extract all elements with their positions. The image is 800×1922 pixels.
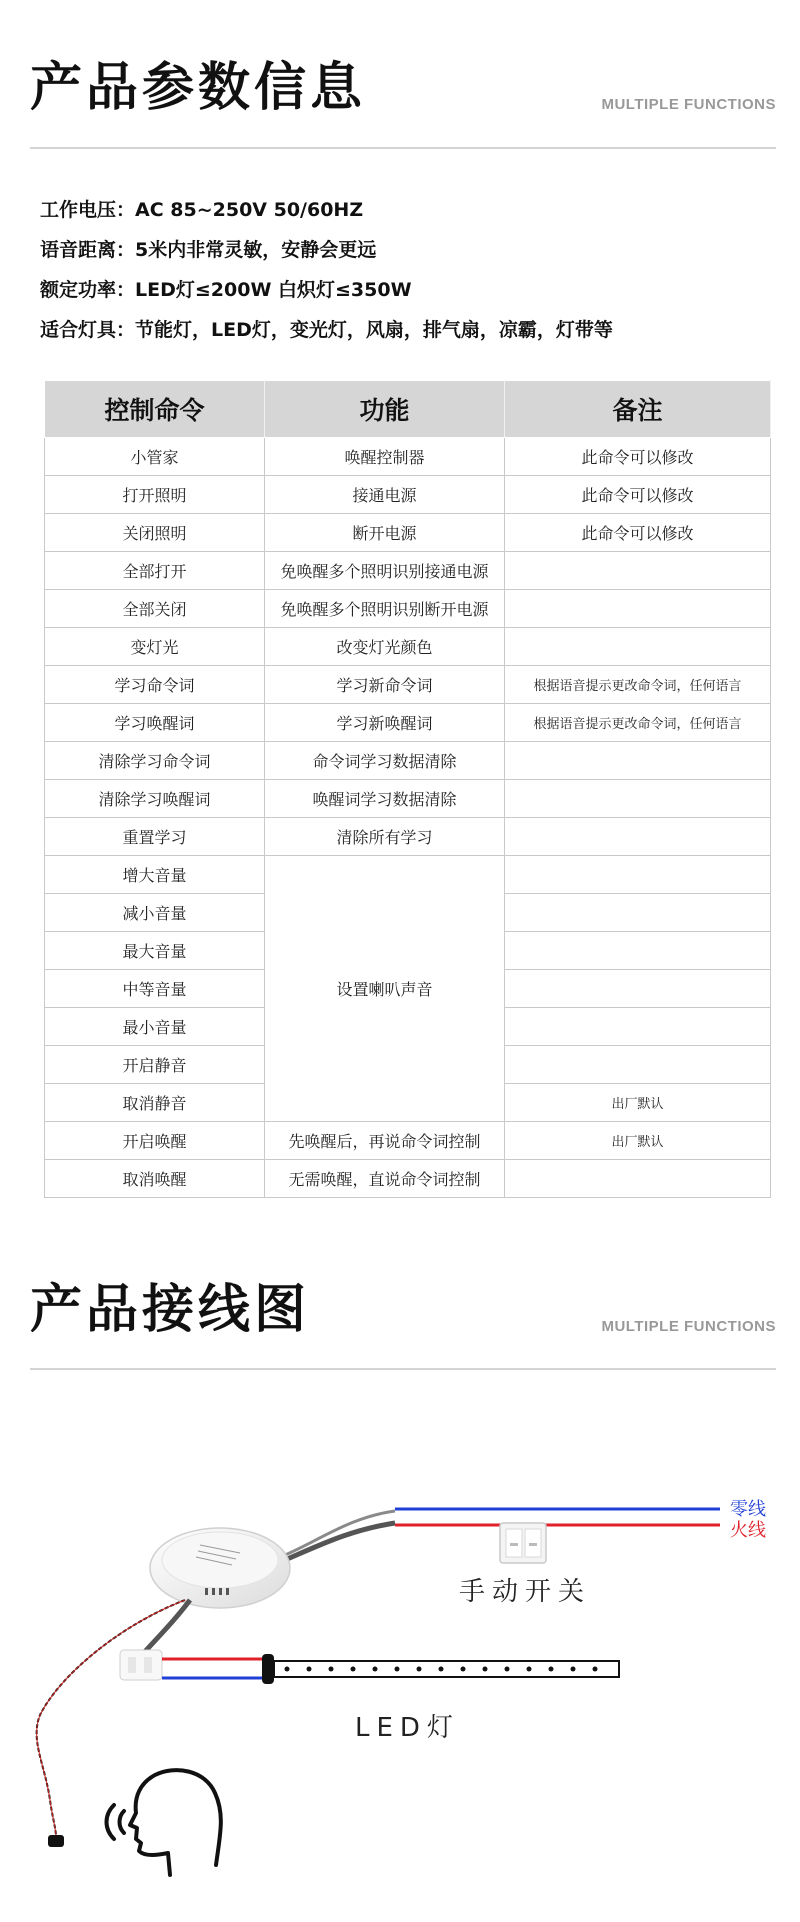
table-row	[45, 856, 771, 894]
wire-bundle	[285, 1511, 395, 1555]
cell-note	[505, 894, 771, 932]
header-function: 功能	[265, 381, 505, 438]
param-list	[40, 190, 613, 350]
cell-note	[505, 1008, 771, 1046]
cell-function: 学习新命令词	[265, 666, 505, 704]
live-label: 火线	[730, 1520, 766, 1541]
cell-command: 全部打开	[45, 552, 265, 590]
cell-note	[505, 970, 771, 1008]
cell-function: 唤醒词学习数据清除	[265, 780, 505, 818]
cell-note: 出厂默认	[505, 1084, 771, 1122]
cell-note: 根据语音提示更改命令词，任何语言	[505, 666, 771, 704]
table-row	[45, 514, 771, 552]
cell-function: 断开电源	[265, 514, 505, 552]
cell-note	[505, 780, 771, 818]
cell-function: 改变灯光颜色	[265, 628, 505, 666]
cell-function: 命令词学习数据清除	[265, 742, 505, 780]
divider	[30, 1368, 776, 1370]
cell-function: 无需唤醒，直说命令词控制	[265, 1160, 505, 1198]
command-table	[44, 380, 771, 1198]
table-row	[45, 704, 771, 742]
cell-note: 出厂默认	[505, 1122, 771, 1160]
cell-function: 免唤醒多个照明识别断开电源	[265, 590, 505, 628]
cell-command: 打开照明	[45, 476, 265, 514]
param-fixtures: 适合灯具：节能灯，LED灯，变光灯，风扇，排气扇，凉霸，灯带等	[40, 319, 613, 341]
param-power: 额定功率：LED灯≤200W 白炽灯≤350W	[40, 279, 412, 301]
header-note: 备注	[505, 381, 771, 438]
cell-note	[505, 856, 771, 894]
cell-command: 清除学习命令词	[45, 742, 265, 780]
section-title-params: 产品参数信息	[30, 58, 367, 118]
led-label: LED灯	[355, 1713, 460, 1743]
cell-command: 小管家	[45, 438, 265, 476]
cell-note	[505, 1160, 771, 1198]
param-distance: 语音距离：5米内非常灵敏，安静会更远	[40, 239, 377, 261]
section-subtitle-wiring: MULTIPLE FUNCTIONS	[601, 1318, 776, 1335]
table-row	[45, 552, 771, 590]
cell-command: 重置学习	[45, 818, 265, 856]
cell-command: 开启静音	[45, 1046, 265, 1084]
cell-note: 此命令可以修改	[505, 514, 771, 552]
cell-note: 此命令可以修改	[505, 476, 771, 514]
cell-function: 接通电源	[265, 476, 505, 514]
section-title-wiring: 产品接线图	[30, 1280, 311, 1340]
cell-note	[505, 628, 771, 666]
cell-command: 关闭照明	[45, 514, 265, 552]
neutral-label: 零线	[730, 1499, 766, 1520]
cell-note	[505, 742, 771, 780]
cell-function: 免唤醒多个照明识别接通电源	[265, 552, 505, 590]
cell-command: 增大音量	[45, 856, 265, 894]
cell-command: 减小音量	[45, 894, 265, 932]
cell-command: 取消唤醒	[45, 1160, 265, 1198]
cell-note	[505, 932, 771, 970]
table-row	[45, 628, 771, 666]
table-row	[45, 590, 771, 628]
cell-command: 开启唤醒	[45, 1122, 265, 1160]
cell-note: 此命令可以修改	[505, 438, 771, 476]
speaking-head-icon	[107, 1770, 221, 1875]
table-row	[45, 1122, 771, 1160]
cell-note	[505, 590, 771, 628]
switch-label: 手动开关	[459, 1577, 592, 1607]
cell-command: 变灯光	[45, 628, 265, 666]
cell-note	[505, 818, 771, 856]
led-connector	[120, 1650, 162, 1680]
param-voltage: 工作电压：AC 85~250V 50/60HZ	[40, 199, 364, 221]
cell-command: 学习命令词	[45, 666, 265, 704]
section-subtitle-params: MULTIPLE FUNCTIONS	[601, 96, 776, 113]
cell-note: 根据语音提示更改命令词，任何语言	[505, 704, 771, 742]
cell-function: 学习新唤醒词	[265, 704, 505, 742]
wiring-diagram	[0, 1395, 800, 1895]
cell-command: 清除学习唤醒词	[45, 780, 265, 818]
table-row	[45, 438, 771, 476]
cell-note	[505, 552, 771, 590]
cell-command: 全部关闭	[45, 590, 265, 628]
divider	[30, 147, 776, 149]
cell-function: 先唤醒后，再说命令词控制	[265, 1122, 505, 1160]
table-row	[45, 818, 771, 856]
cell-command: 取消静音	[45, 1084, 265, 1122]
table-header-row	[45, 381, 771, 438]
cell-function: 唤醒控制器	[265, 438, 505, 476]
header-command: 控制命令	[45, 381, 265, 438]
table-row	[45, 1160, 771, 1198]
microphone-icon	[48, 1835, 64, 1847]
table-row	[45, 742, 771, 780]
table-row	[45, 666, 771, 704]
cell-function: 清除所有学习	[265, 818, 505, 856]
table-row	[45, 476, 771, 514]
cell-note	[505, 1046, 771, 1084]
cell-command: 最小音量	[45, 1008, 265, 1046]
cell-function-volume-group: 设置喇叭声音	[265, 856, 505, 1122]
cell-command: 最大音量	[45, 932, 265, 970]
controller-module	[150, 1528, 290, 1608]
led-strip	[262, 1654, 619, 1684]
cell-command: 学习唤醒词	[45, 704, 265, 742]
wall-switch	[500, 1523, 546, 1563]
table-row	[45, 780, 771, 818]
cell-command: 中等音量	[45, 970, 265, 1008]
